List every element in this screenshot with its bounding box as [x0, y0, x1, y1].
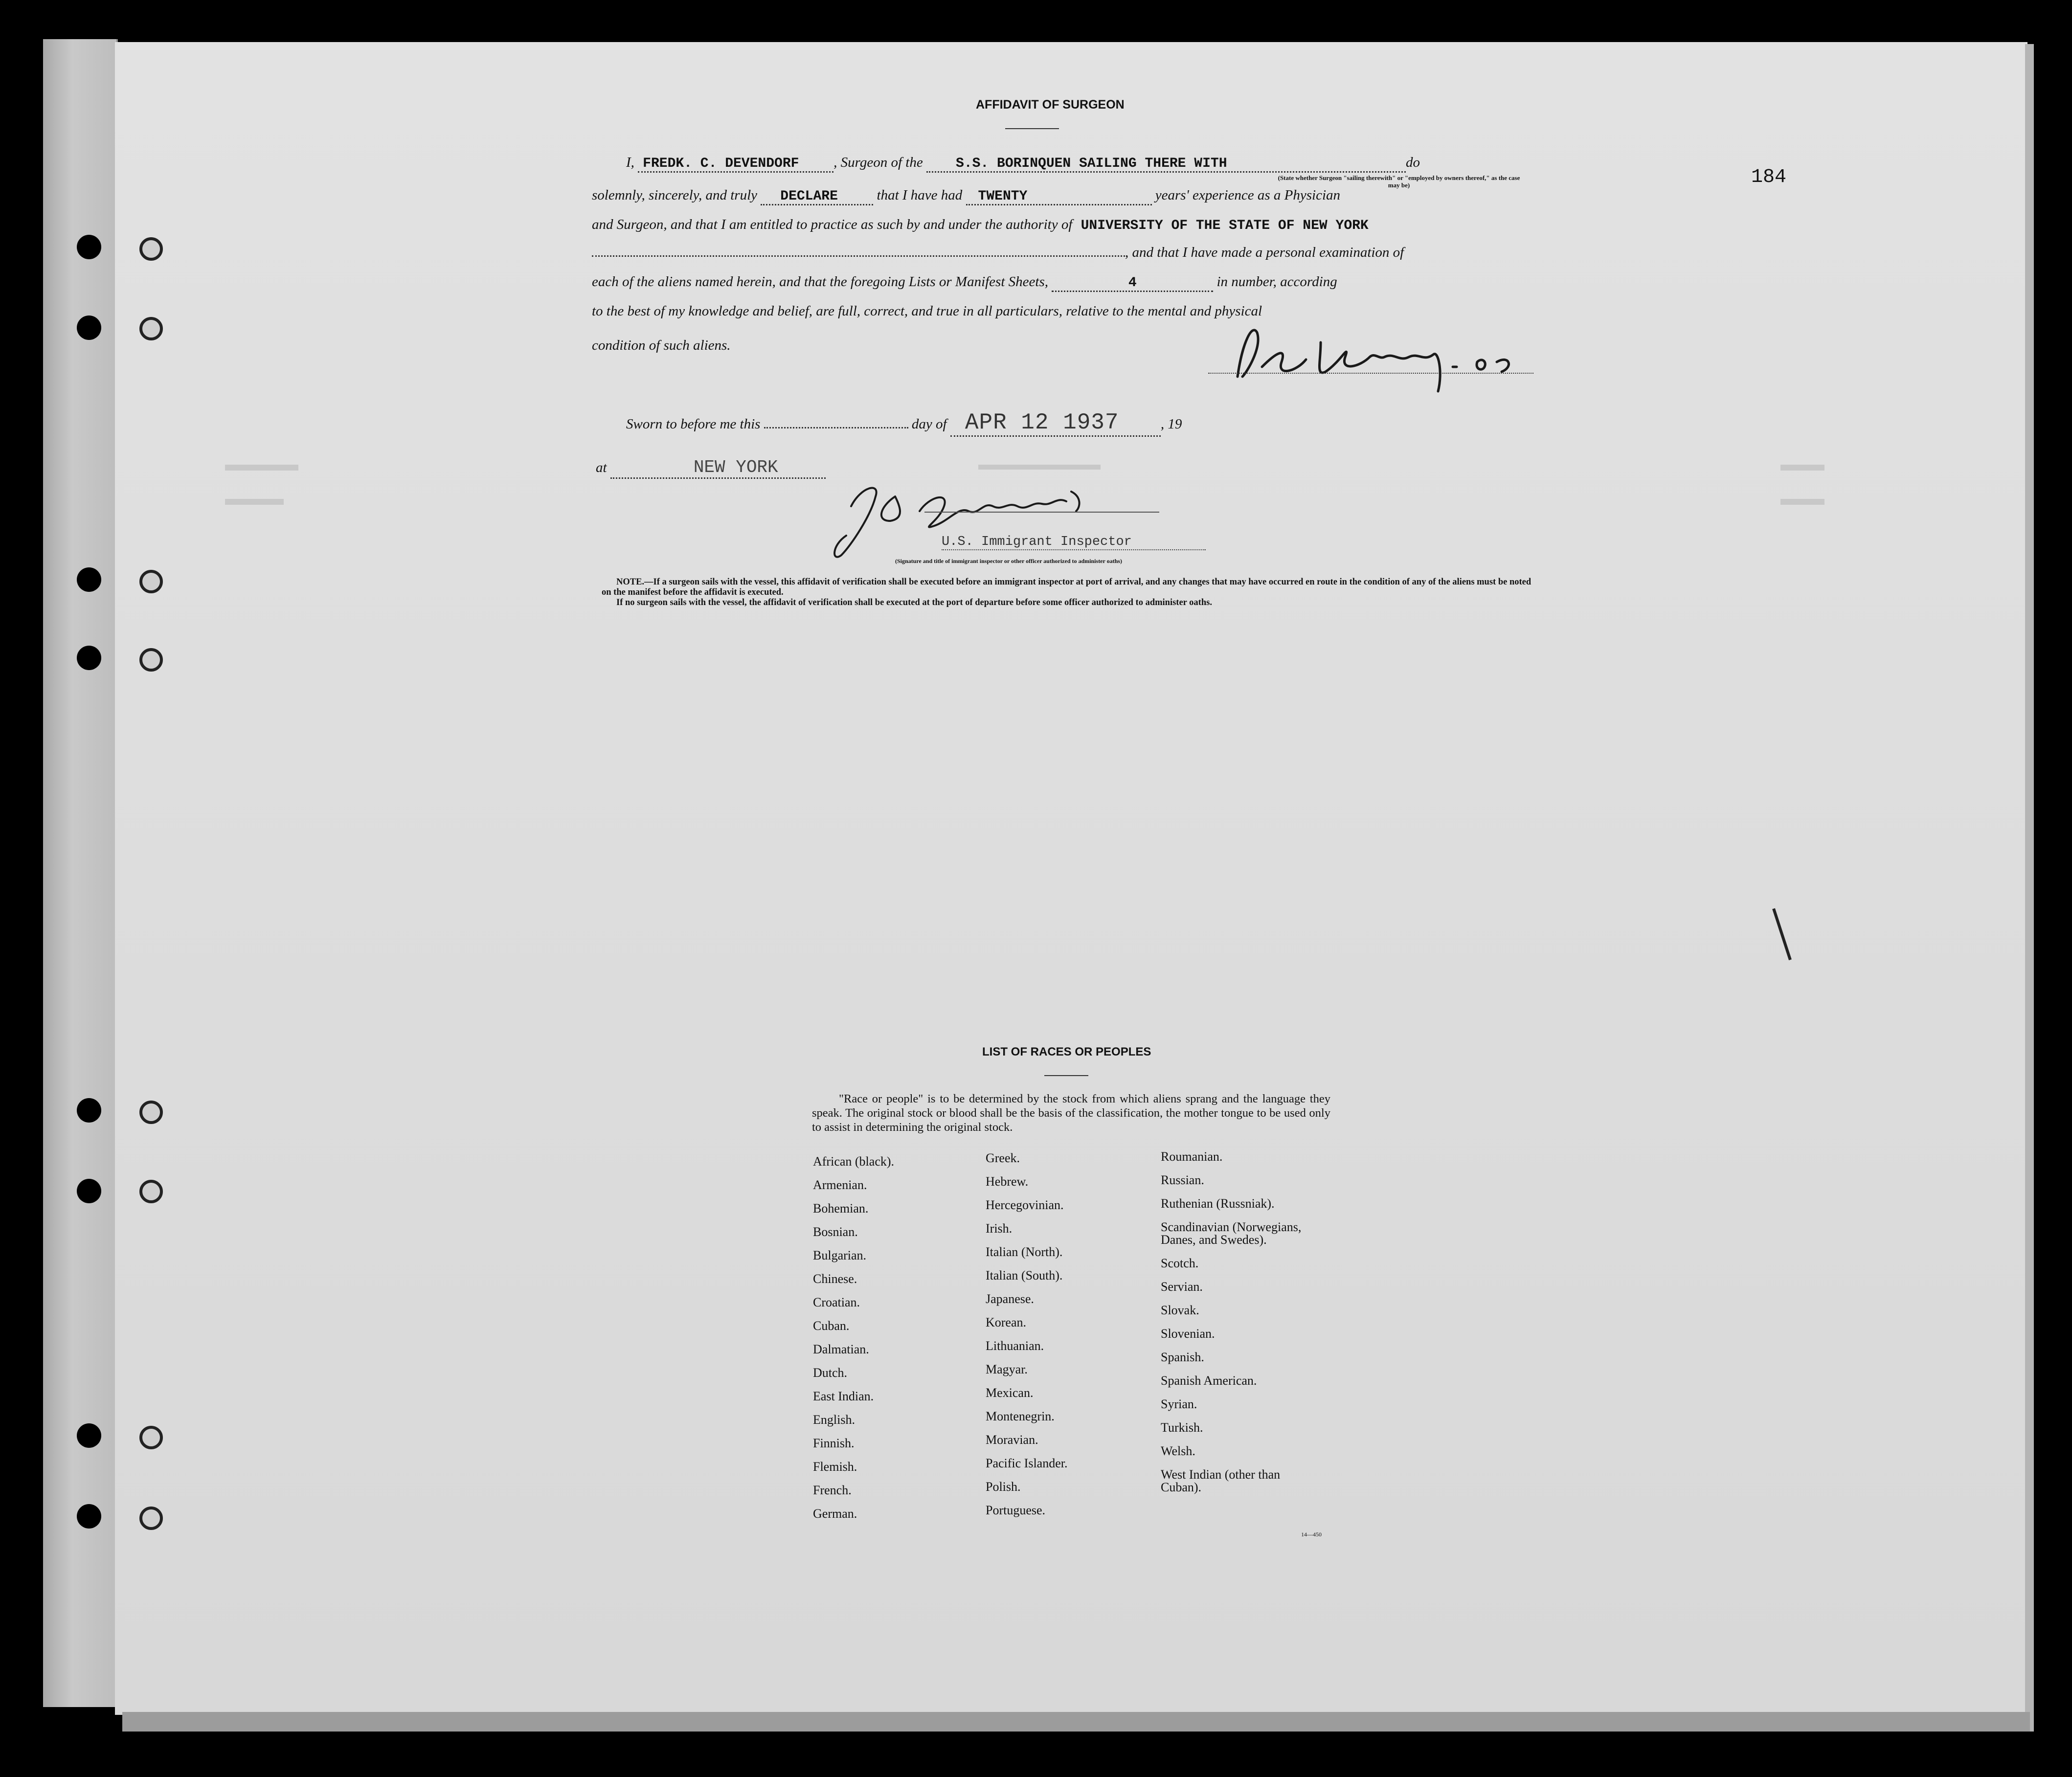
punch-hole — [77, 1423, 101, 1448]
affidavit-line-3 — [592, 217, 1369, 233]
race-item: Bohemian. — [813, 1201, 869, 1215]
race-item: Welsh. — [1161, 1444, 1195, 1458]
at-label: at — [596, 460, 607, 475]
race-item: Bulgarian. — [813, 1248, 867, 1262]
race-item: East Indian. — [813, 1389, 874, 1403]
signature-note: (Signature and title of immigrant inspector or other officer authorized to administer oaths) — [895, 558, 1122, 564]
race-item: Japanese. — [986, 1292, 1034, 1306]
punch-hole — [77, 1098, 101, 1123]
race-item: Scotch. — [1161, 1256, 1199, 1270]
authority-name: UNIVERSITY OF THE STATE OF NEW YORK — [1081, 218, 1369, 233]
race-item: Irish. — [986, 1221, 1013, 1236]
line1-prefix: I, — [626, 155, 634, 170]
punch-hole — [77, 235, 101, 259]
race-item: Roumanian. — [1161, 1149, 1223, 1164]
grommet-ring — [139, 317, 163, 340]
race-item: Italian (South). — [986, 1268, 1063, 1282]
race-item: Polish. — [986, 1480, 1021, 1494]
line2-prefix: solemnly, sincerely, and truly — [592, 187, 758, 203]
race-item: Slovak. — [1161, 1303, 1199, 1317]
races-intro: "Race or people" is to be determined by the stock from which aliens sprang and the language they speak. The original stock or blood shall be the basis of the classification, the mother tongue to be used only to assist in determining the original stock. — [812, 1092, 1330, 1134]
race-item: Portuguese. — [986, 1503, 1046, 1517]
title-rule — [1005, 128, 1059, 129]
sworn-date-field — [950, 410, 1161, 437]
race-item: African (black). — [813, 1154, 895, 1169]
grommet-ring — [139, 570, 163, 593]
race-item: Lithuanian. — [986, 1339, 1044, 1353]
grommet-ring — [139, 1426, 163, 1449]
sworn-day-field — [764, 427, 908, 428]
inspector-title-text: U.S. Immigrant Inspector — [942, 535, 1132, 549]
affidavit-line-7: condition of such aliens. — [592, 337, 731, 353]
race-item: Cuban. — [813, 1319, 850, 1333]
race-item: Spanish. — [1161, 1350, 1204, 1364]
line5-end: in number, according — [1216, 274, 1337, 290]
race-item: Mexican. — [986, 1386, 1034, 1400]
race-item: Hercegovinian. — [986, 1198, 1064, 1212]
race-item: Korean. — [986, 1315, 1027, 1329]
affidavit-line-4 — [592, 245, 1404, 261]
grommet-ring — [139, 1507, 163, 1530]
sheet-edge — [122, 1712, 2030, 1732]
sworn-year-suffix: , 19 — [1160, 416, 1182, 432]
surgeon-name: FREDK. C. DEVENDORF — [643, 156, 799, 171]
race-item: Hebrew. — [986, 1174, 1029, 1189]
page-number: 184 — [1751, 166, 1787, 188]
race-item: Dalmatian. — [813, 1342, 869, 1356]
punch-hole — [77, 567, 101, 592]
binder-strip — [43, 39, 118, 1707]
race-item: Magyar. — [986, 1362, 1028, 1376]
grommet-ring — [139, 648, 163, 672]
races-column-2 — [986, 1152, 1147, 1528]
affidavit-line-1 — [626, 155, 1420, 173]
affidavit-title: AFFIDAVIT OF SURGEON — [976, 98, 1125, 112]
sworn-day-label: day of — [911, 416, 947, 432]
sheet-edge — [2025, 44, 2034, 1732]
place-stamp: NEW YORK — [693, 457, 778, 477]
sworn-prefix: Sworn to before me this — [626, 416, 761, 432]
years-count: TWENTY — [978, 189, 1028, 204]
line1-mid: , Surgeon of the — [833, 155, 923, 170]
races-column-3 — [1161, 1150, 1337, 1505]
race-item: English. — [813, 1413, 855, 1427]
surgeon-signature-line — [1208, 373, 1533, 374]
line2-end: years' experience as a Physician — [1155, 187, 1341, 203]
line4-text: , and that I have made a personal examination of — [1125, 245, 1404, 260]
races-title-rule — [1044, 1075, 1088, 1076]
line5-prefix: each of the aliens named herein, and that the foregoing Lists or Manifest Sheets, — [592, 274, 1048, 290]
race-item: Flemish. — [813, 1460, 857, 1474]
surgeon-signature — [1223, 313, 1541, 396]
race-item: Finnish. — [813, 1436, 855, 1450]
race-item: Servian. — [1161, 1280, 1203, 1294]
sworn-line — [626, 410, 1182, 437]
race-item: Chinese. — [813, 1272, 857, 1286]
note-2: If no surgeon sails with the vessel, the affidavit of verification shall be executed at the port of departure before some officer authorized to administer oaths. — [616, 598, 1212, 607]
declare-word: DECLARE — [780, 189, 838, 204]
race-item: Slovenian. — [1161, 1327, 1215, 1341]
punch-hole — [77, 1504, 101, 1529]
punch-hole — [77, 646, 101, 670]
race-item: Armenian. — [813, 1178, 867, 1192]
affidavit-line-5 — [592, 274, 1337, 292]
sworn-date-stamp: APR 12 1937 — [965, 410, 1119, 435]
line3-prefix: and Surgeon, and that I am entitled to practice as such by and under the authority of — [592, 217, 1073, 232]
races-title: LIST OF RACES OR PEOPLES — [982, 1045, 1151, 1058]
affidavit-note — [602, 577, 1541, 608]
race-item: Ruthenian (Russniak). — [1161, 1196, 1275, 1211]
affidavit-line-2 — [592, 187, 1340, 205]
vessel-name: S.S. BORINQUEN SAILING THERE WITH — [956, 156, 1227, 171]
affidavit-line-6: to the best of my knowledge and belief, are full, correct, and true in all particulars, relative to the mental and physical — [592, 303, 1262, 319]
race-item: Dutch. — [813, 1366, 848, 1380]
years-field — [966, 187, 1152, 205]
race-item: Scandinavian (Norwegians, Danes, and Swedes). — [1161, 1220, 1302, 1247]
grommet-ring — [139, 1101, 163, 1124]
inspector-signature-line — [924, 512, 1159, 513]
race-item: Greek. — [986, 1151, 1020, 1165]
surgeon-name-field — [638, 155, 833, 173]
race-item: Syrian. — [1161, 1397, 1197, 1411]
note-1: NOTE.—If a surgeon sails with the vessel, this affidavit of verification shall be executed before an immigrant inspector at port of arrival, and any changes that may have occurred en route in the condition of any of the aliens must be noted on the manifest before the affidavit is executed. — [602, 577, 1531, 597]
race-item: German. — [813, 1507, 857, 1521]
punch-hole — [77, 315, 101, 340]
vessel-field — [926, 155, 1406, 173]
inspector-title — [942, 535, 1206, 550]
race-item: Moravian. — [986, 1433, 1038, 1447]
punch-hole — [77, 1179, 101, 1203]
authority-continuation-field — [592, 255, 1125, 257]
line2-mid: that I have had — [877, 187, 963, 203]
race-item: Spanish American. — [1161, 1373, 1257, 1388]
race-item: Croatian. — [813, 1295, 860, 1309]
sheets-field — [1052, 274, 1213, 292]
declare-field — [761, 187, 873, 205]
grommet-ring — [139, 1180, 163, 1203]
race-item: West Indian (other than Cuban). — [1161, 1467, 1281, 1494]
line1-end: do — [1406, 155, 1420, 170]
race-item: Italian (North). — [986, 1245, 1063, 1259]
form-number: 14—450 — [1301, 1531, 1322, 1538]
race-item: Pacific Islander. — [986, 1456, 1068, 1470]
vessel-note: (State whether Surgeon "sailing therewith" or "employed by owners thereof," as the case may be) — [1278, 174, 1520, 189]
race-item: Montenegrin. — [986, 1409, 1055, 1423]
inspector-signature — [822, 477, 1115, 565]
race-item: Russian. — [1161, 1173, 1204, 1187]
sheets-count: 4 — [1128, 275, 1137, 291]
race-item: Bosnian. — [813, 1225, 858, 1239]
races-column-1 — [813, 1155, 974, 1531]
grommet-ring — [139, 237, 163, 261]
race-item: French. — [813, 1483, 852, 1497]
race-item: Turkish. — [1161, 1420, 1203, 1435]
